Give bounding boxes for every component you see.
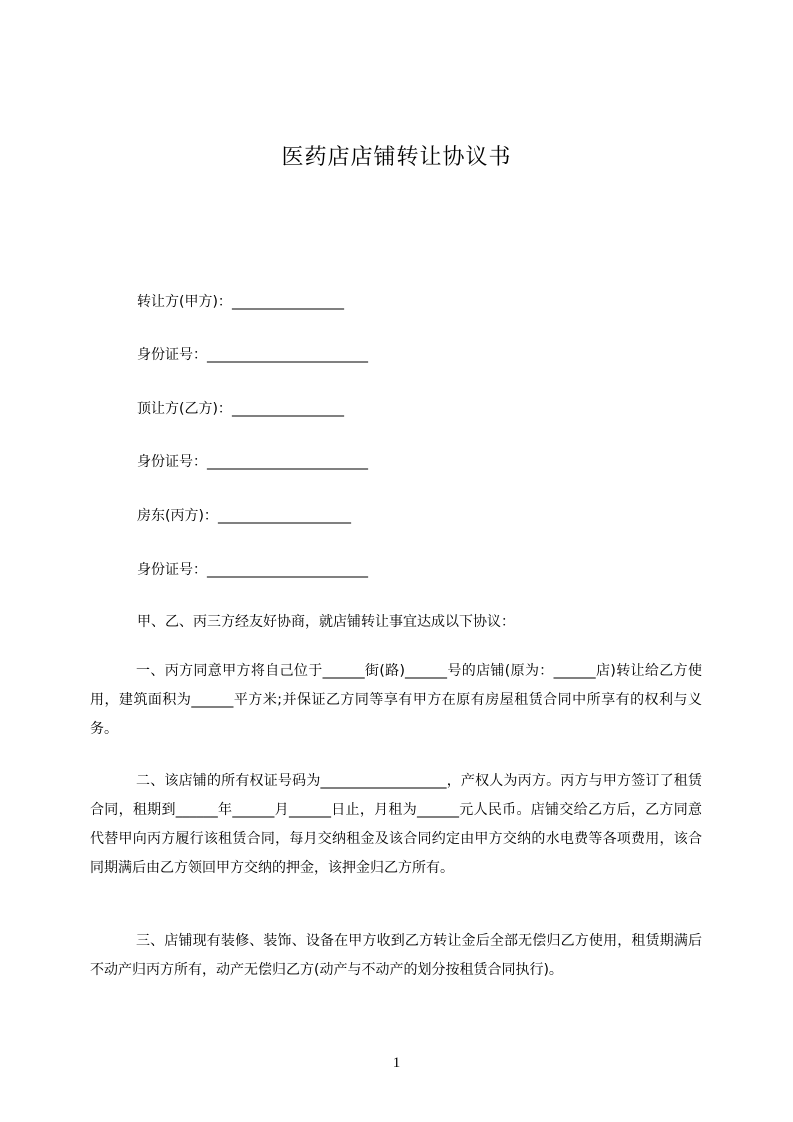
field-landlord-id-blank: _______________________: [207, 562, 368, 578]
field-transferor-label: 转让方(甲方)：: [137, 294, 232, 310]
intro-text: 甲、乙、丙三方经友好协商，就店铺转让事宜达成以下协议：: [137, 614, 515, 630]
field-transferee-id-label: 身份证号：: [137, 454, 207, 470]
field-transferor-blank: ________________: [231, 294, 344, 310]
field-transferor: [137, 292, 344, 312]
clause-1: 一、丙方同意甲方将自己位于______街(路)______号的店铺(原为：______店)转让给乙方使用，建筑面积为______平方米;并保证乙方同等享有甲方在原有房屋租赁合同中所享有的权利与义务。: [90, 663, 702, 737]
field-landlord-label: 房东(丙方)：: [137, 508, 218, 524]
field-landlord-blank: ___________________: [217, 508, 351, 524]
field-landlord-id: [137, 560, 368, 580]
field-transferor-id-label: 身份证号：: [137, 347, 207, 363]
document-title: 医药店店铺转让协议书: [281, 145, 512, 170]
field-transferee: [137, 399, 344, 419]
clause-2: 二、该店铺的所有权证号码为__________________，产权人为丙方。丙方与甲方签订了租赁合同，租期到______年______月______日止，月租为______元人民币。店铺交给乙方后，乙方同意代替甲向丙方履行该租赁合同，每月交纳租金及该合同约定由甲方交纳的水电费等各项费用，该合同期满后由乙方领回甲方交纳的押金，该押金归乙方所有。: [90, 773, 702, 876]
field-transferee-id: [137, 452, 368, 472]
page-number: 1: [392, 1055, 401, 1071]
field-transferor-id-blank: _______________________: [207, 347, 368, 363]
field-landlord-id-label: 身份证号：: [137, 562, 207, 578]
field-transferee-label: 顶让方(乙方)：: [137, 401, 232, 417]
field-transferee-id-blank: _______________________: [207, 454, 368, 470]
field-transferor-id: [137, 345, 368, 365]
field-landlord: [137, 506, 351, 526]
field-transferee-blank: ________________: [231, 401, 344, 417]
clause-3: 三、店铺现有装修、装饰、设备在甲方收到乙方转让金后全部无偿归乙方使用，租赁期满后不动产归丙方所有，动产无偿归乙方(动产与不动产的划分按租赁合同执行)。: [90, 933, 702, 978]
